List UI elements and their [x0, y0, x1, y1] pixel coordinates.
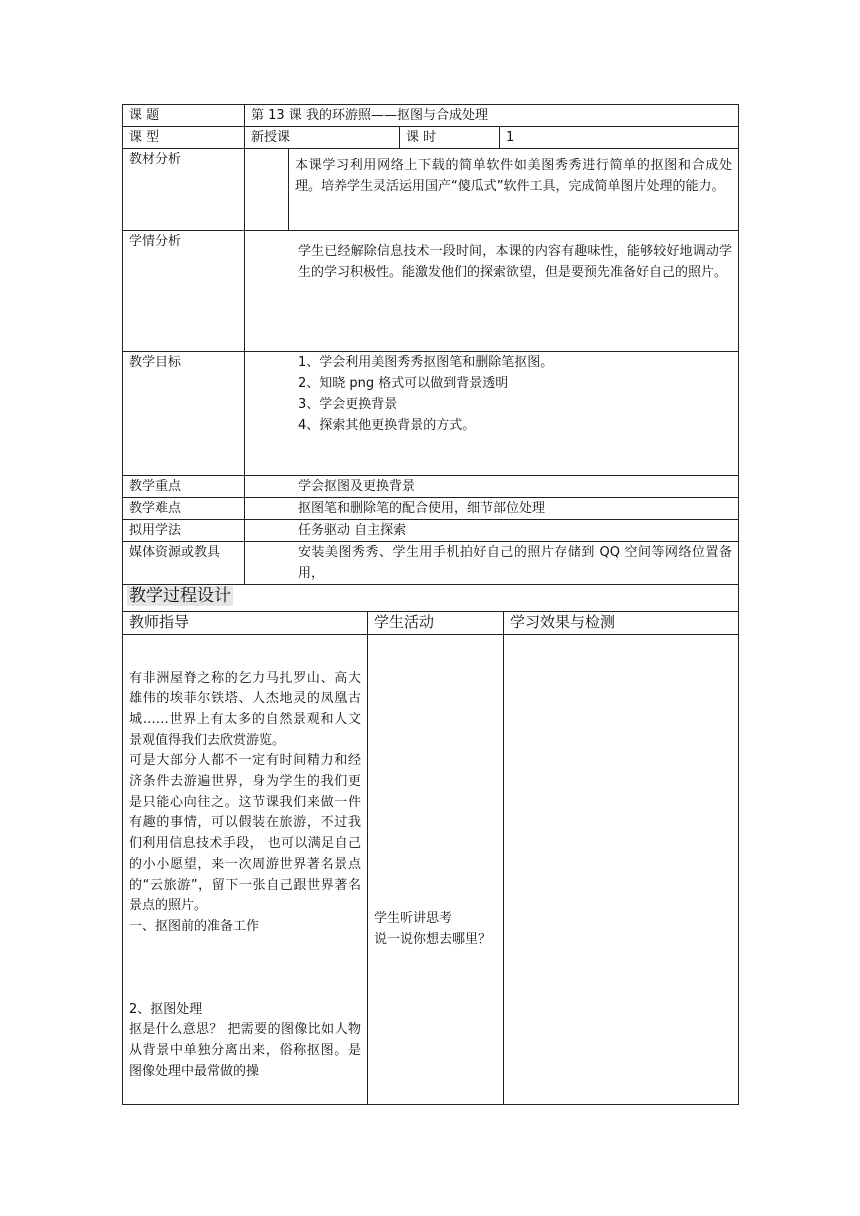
media-resources-text: 安装美图秀秀、学生用手机拍好自己的照片存储到 QQ 空间等网络位置备用，	[245, 542, 739, 585]
teacher-guidance-text: 有非洲屋脊之称的乞力马扎罗山、高大雄伟的埃菲尔铁塔、人杰地灵的凤凰古城……世界上有太多的自然景观和人文景观值得我们去欣赏游览。 可是大部分人都不一定有时间精力和经济条件去游遍世界，身为学生的我们更是只能心向往之。这节课我们来做一件有趣的事情，可以假装在旅游，不过我们利用信息技术手段， 也可以满足自己的小小愿望，来一次周游世界著名景点的“云旅游”，留下一张自己跟世界著名景点的照片。 一、抠图前的准备工作	[129, 670, 361, 934]
lesson-title: 第 13 课 我的环游照——抠图与合成处理	[245, 105, 739, 127]
difficulties-text: 抠图笔和删除笔的配合使用，细节部位处理	[245, 498, 739, 520]
type-value: 新授课	[245, 127, 400, 149]
lesson-plan-document	[122, 104, 738, 1105]
hours-value: 1	[500, 127, 739, 149]
teacher-guidance-cell	[123, 634, 368, 1104]
difficulties-label: 教学难点	[123, 498, 245, 520]
media-resources-label: 媒体资源或教具	[123, 542, 245, 585]
teacher-guidance-text-2: 2、抠图处理 抠是什么意思？ 把需要的图像比如人物从背景中单独分离出来，俗称抠图。是图像处理中最常做的操	[129, 1001, 361, 1079]
teaching-process-table	[122, 585, 739, 1105]
col-student-activity: 学生活动	[368, 611, 504, 634]
key-points-label: 教学重点	[123, 476, 245, 498]
col-teacher-guidance: 教师指导	[123, 611, 368, 634]
process-section-title	[123, 585, 739, 611]
teaching-goals-text: 1、学会利用美图秀秀抠图笔和删除笔抠图。 2、知晓 png 格式可以做到背景透明 3、学会更换背景 4、探索其他更换背景的方式。	[245, 352, 739, 476]
process-title-text: 教学过程设计	[129, 586, 231, 606]
student-analysis-text: 学生已经解除信息技术一段时间，本课的内容有趣味性，能够较好地调动学生的学习积极性。能激发他们的探索欲望，但是要预先准备好自己的照片。	[245, 231, 739, 352]
teaching-goals-label: 教学目标	[123, 352, 245, 476]
learning-method-text: 任务驱动 自主探索	[245, 520, 739, 542]
material-spacer	[245, 149, 289, 231]
hours-label: 课 时	[400, 127, 500, 149]
material-analysis-text: 本课学习利用网络上下载的简单软件如美图秀秀进行简单的抠图和合成处理。培养学生灵活运用国产“傻瓜式”软件工具，完成简单图片处理的能力。	[289, 149, 739, 231]
lesson-label: 课 题	[123, 105, 245, 127]
learning-effect-cell	[504, 634, 739, 1104]
student-analysis-label: 学情分析	[123, 231, 245, 352]
key-points-text: 学会抠图及更换背景	[245, 476, 739, 498]
learning-method-label: 拟用学法	[123, 520, 245, 542]
lesson-info-table	[122, 104, 739, 585]
student-activity-text: 学生听讲思考 说一说你想去哪里？	[368, 634, 504, 1104]
col-learning-effect: 学习效果与检测	[504, 611, 739, 634]
type-label: 课 型	[123, 127, 245, 149]
material-analysis-label: 教材分析	[123, 149, 245, 231]
